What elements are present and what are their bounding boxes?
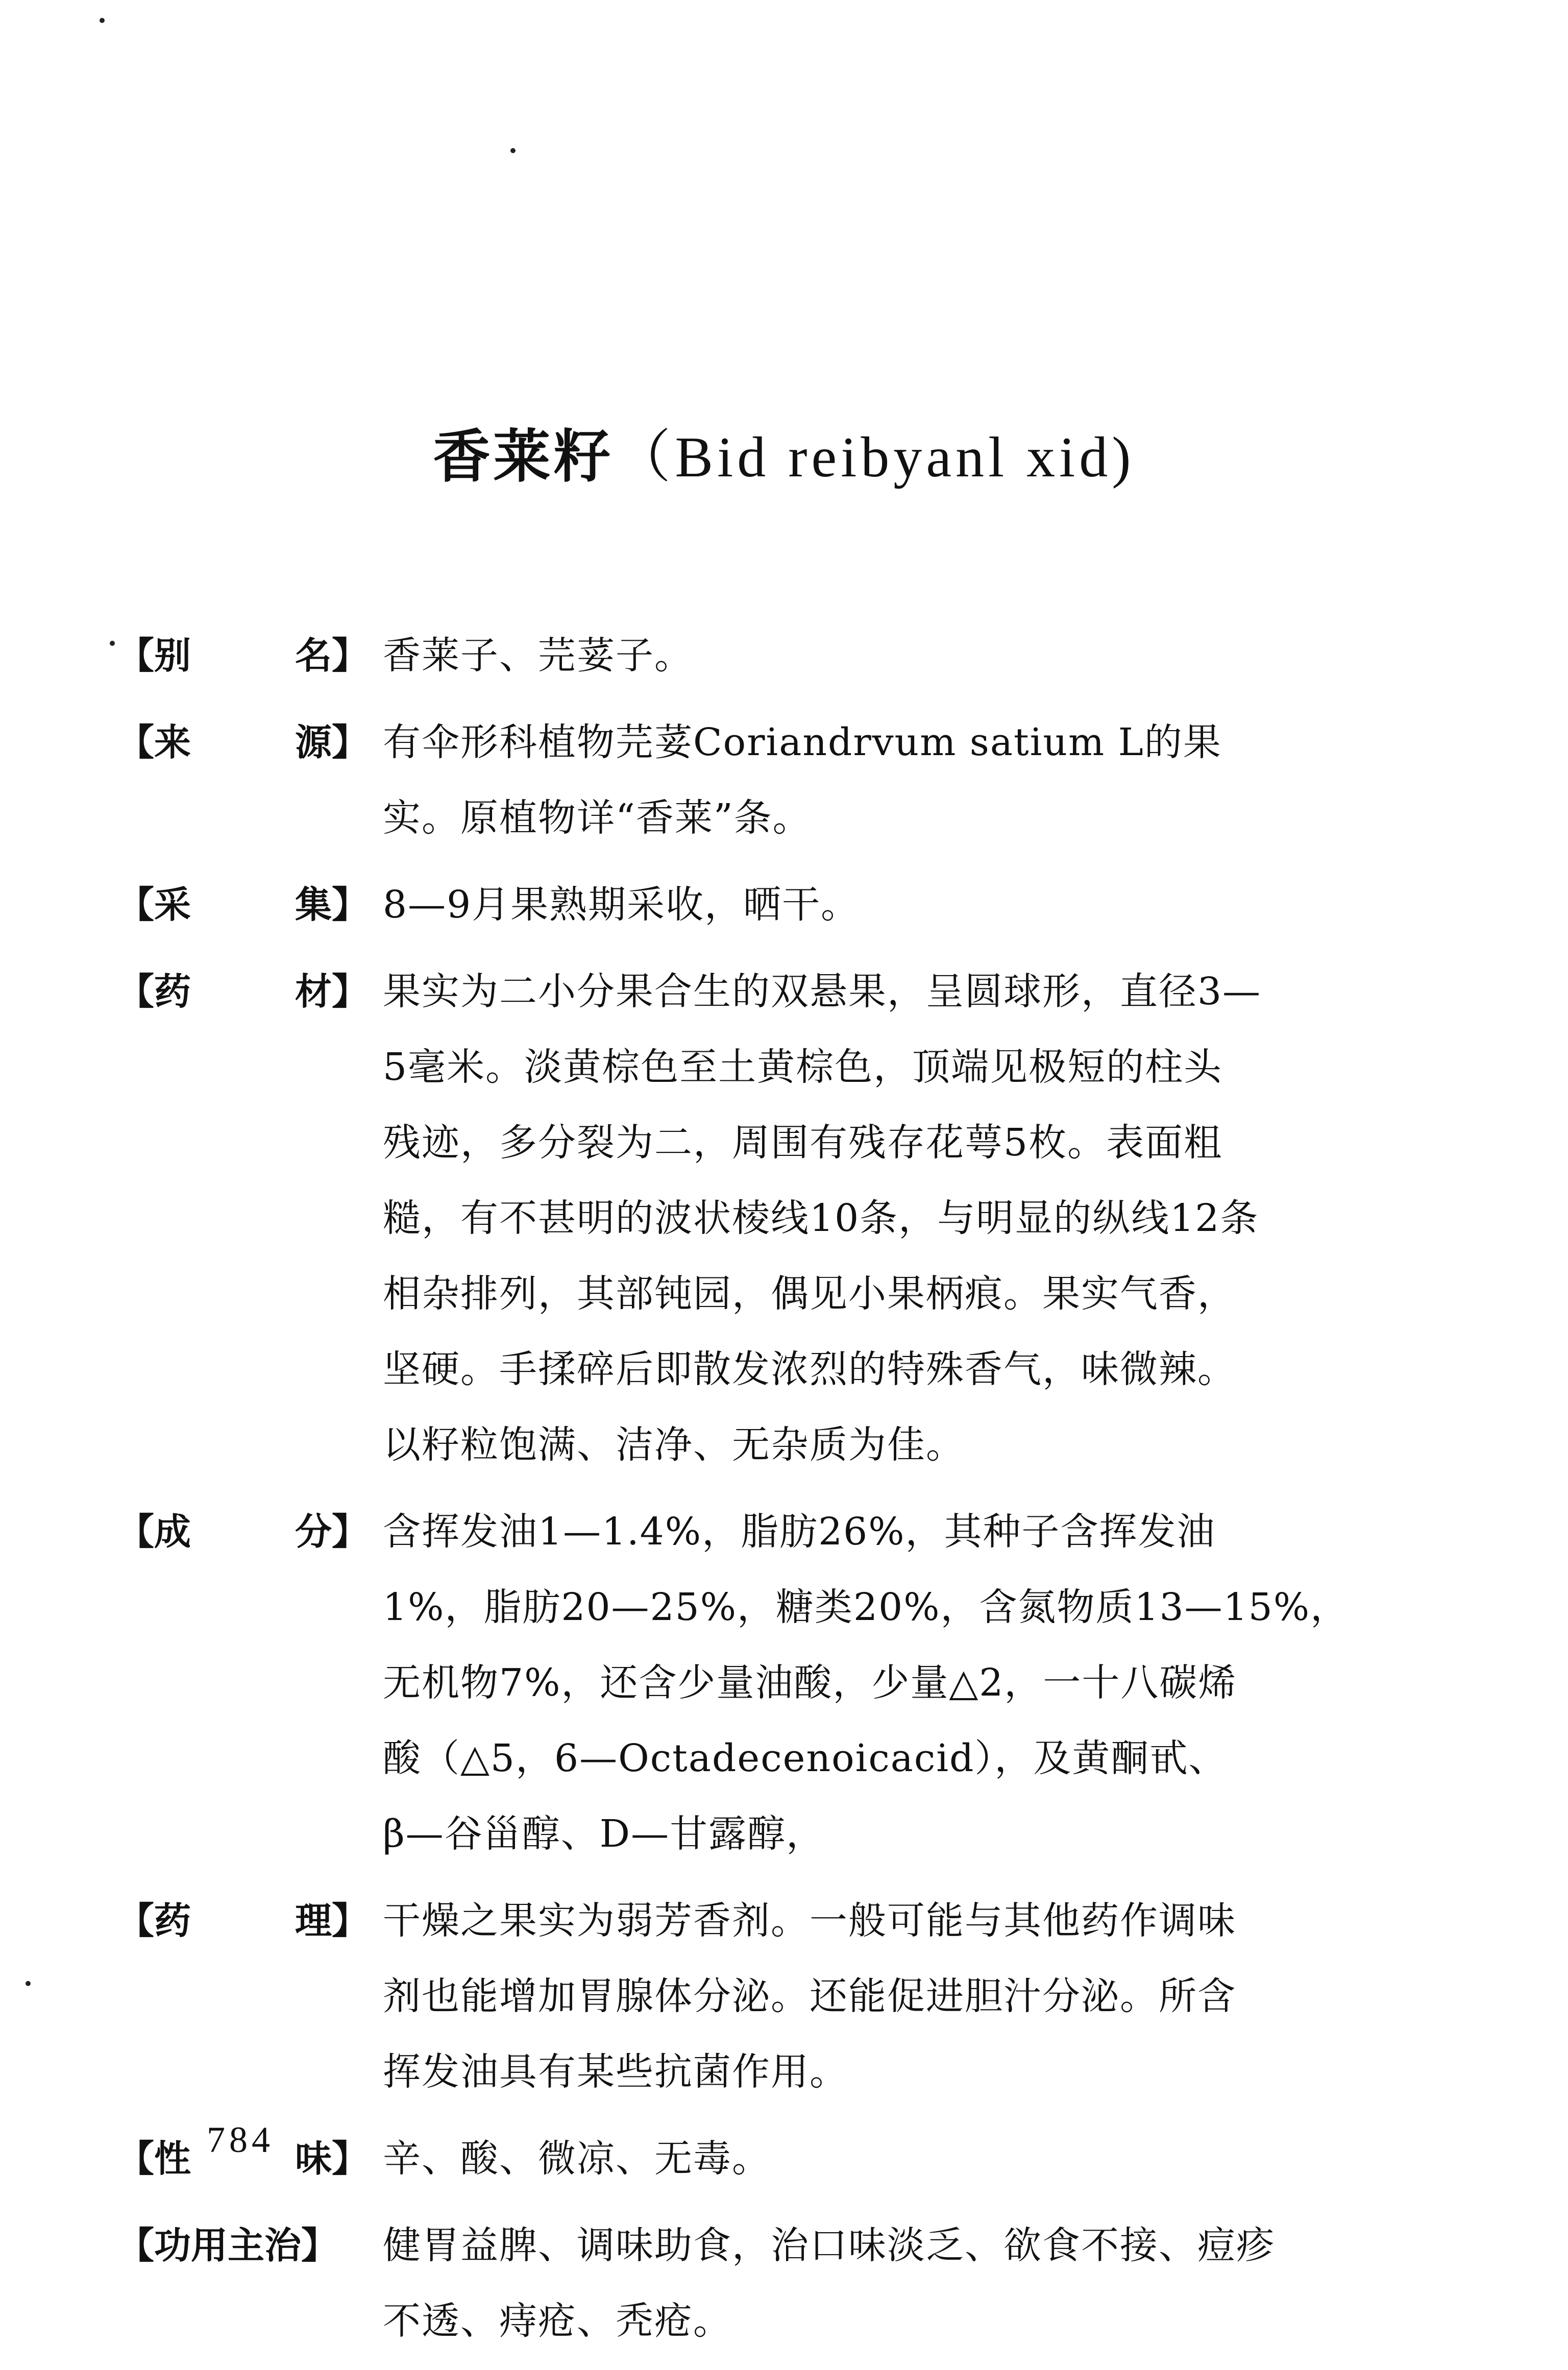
entry-label: 【性 味】 (117, 2137, 369, 2180)
entry-label: 【来 源】 (117, 721, 369, 764)
entry-body: 干燥之果实为弱芳香剂。一般可能与其他药作调味 剂也能增加胃腺体分泌。还能促进胆汁分泌。所含 挥发油具有某些抗菌作用。 (383, 1899, 1236, 2094)
entry-collection (117, 867, 1373, 942)
entry-label: 【功用主治】 (117, 2224, 338, 2267)
entry-body: 辛、酸、微凉、无毒。 (383, 2137, 771, 2181)
entry-body: 香莱子、芫荽子。 (383, 634, 693, 678)
entry-body: 含挥发油1—1.4%，脂肪26%，其种子含挥发油 1%，脂肪20—25%，糖类20%，含氮物质13—15%， 无机物7%，还含少量油酸，少量△2，一十八碳烯 酸（△5，6—Octadecenoicacid），及黄酮甙、 β—谷甾醇、D—甘露醇， (383, 1510, 1350, 1856)
entry-body: 有伞形科植物芫荽Coriandrvum satium L的果 实。原植物详“香莱”条。 (383, 720, 1222, 840)
entry-label: 【成 分】 (117, 1510, 369, 1553)
entry-list (117, 618, 1373, 2370)
entry-body: 健胃益脾、调味助食，治口味淡乏、欲食不接、痘疹 不透、痔疮、秃疮。 (383, 2223, 1275, 2343)
scan-speck (510, 148, 516, 153)
title-chinese: 香莱籽 (433, 424, 614, 490)
entry-label: 【药 理】 (117, 1899, 369, 1942)
entry-source (117, 705, 1373, 856)
entry-label: 【采 集】 (117, 883, 369, 926)
entry-composition (117, 1494, 1373, 1872)
entry-material (117, 954, 1373, 1483)
entry-nature (117, 2121, 1373, 2196)
entry-body: 8—9月果熟期采收，晒干。 (383, 883, 860, 927)
scan-speck (26, 1981, 31, 1986)
scan-speck (110, 641, 115, 646)
scan-speck (100, 18, 105, 23)
entry-label: 【别 名】 (117, 634, 369, 677)
page-title (0, 419, 1568, 496)
entry-body: 果实为二小分果合生的双悬果，呈圆球形，直径3— 5毫米。淡黄棕色至土黄棕色，顶端见极短的柱头 残迹，多分裂为二，周围有残存花萼5枚。表面粗 糙，有不甚明的波状棱线10条，与明显的纵线12条 相杂排列，其部钝园，偶见小果柄痕。果实气香， 坚硬。手揉碎后即散发浓烈的特殊香气，味微辣。 以籽粒饱满、洁净、无杂质为佳。 (383, 970, 1262, 1467)
entry-indications (117, 2208, 1373, 2359)
title-latin: （Bid reibyanl xid) (614, 426, 1135, 489)
entry-pharmacology (117, 1883, 1373, 2110)
entry-label: 【药 材】 (117, 970, 369, 1013)
entry-alias (117, 618, 1373, 693)
page-number: 784 (207, 2119, 274, 2160)
